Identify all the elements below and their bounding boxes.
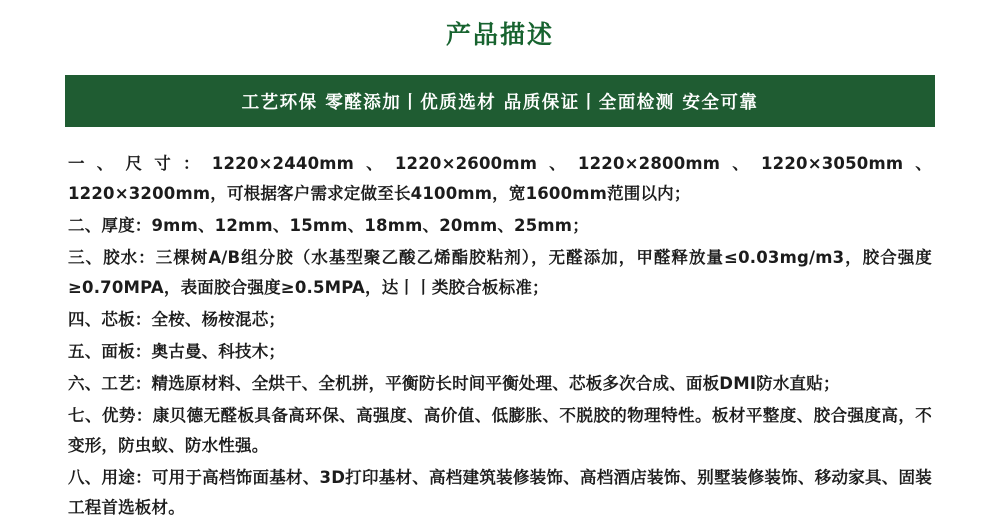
description-paragraph: 一、尺寸：1220×2440mm、1220×2600mm、1220×2800mm、1220×3050mm、1220×3200mm，可根据客户需求定做至长4100mm，宽1600mm范围以内； xyxy=(68,154,932,203)
description-paragraph: 四、芯板：全桉、杨桉混芯； xyxy=(68,310,286,329)
feature-banner xyxy=(65,75,935,127)
description-paragraph: 八、用途：可用于高档饰面基材、3D打印基材、高档建筑装修装饰、高档酒店装饰、别墅装修装饰、移动家具、固装工程首选板材。 xyxy=(68,468,932,517)
description-paragraph: 七、优势：康贝德无醛板具备高环保、高强度、高价值、低膨胀、不脱胶的物理特性。板材平整度、胶合强度高，不变形，防虫蚁、防水性强。 xyxy=(68,406,932,455)
description-paragraph: 二、厚度：9mm、12mm、15mm、18mm、20mm、25mm； xyxy=(68,216,589,235)
feature-banner-text: 工艺环保 零醛添加丨优质选材 品质保证丨全面检测 安全可靠 xyxy=(241,92,759,113)
description-paragraph: 六、工艺：精选原材料、全烘干、全机拼，平衡防长时间平衡处理、芯板多次合成、面板DMI防水直贴； xyxy=(68,374,840,393)
page-title: 产品描述 xyxy=(445,20,554,49)
description-content xyxy=(68,149,932,523)
description-paragraph: 五、面板：奥古曼、科技木； xyxy=(68,342,286,361)
description-paragraph: 三、胶水：三棵树A/B组分胶（水基型聚乙酸乙烯酯胶粘剂），无醛添加，甲醛释放量≤0.03mg/m3，胶合强度≥0.70MPA，表面胶合强度≥0.5MPA，达丨丨类胶合板标准； xyxy=(68,248,932,297)
